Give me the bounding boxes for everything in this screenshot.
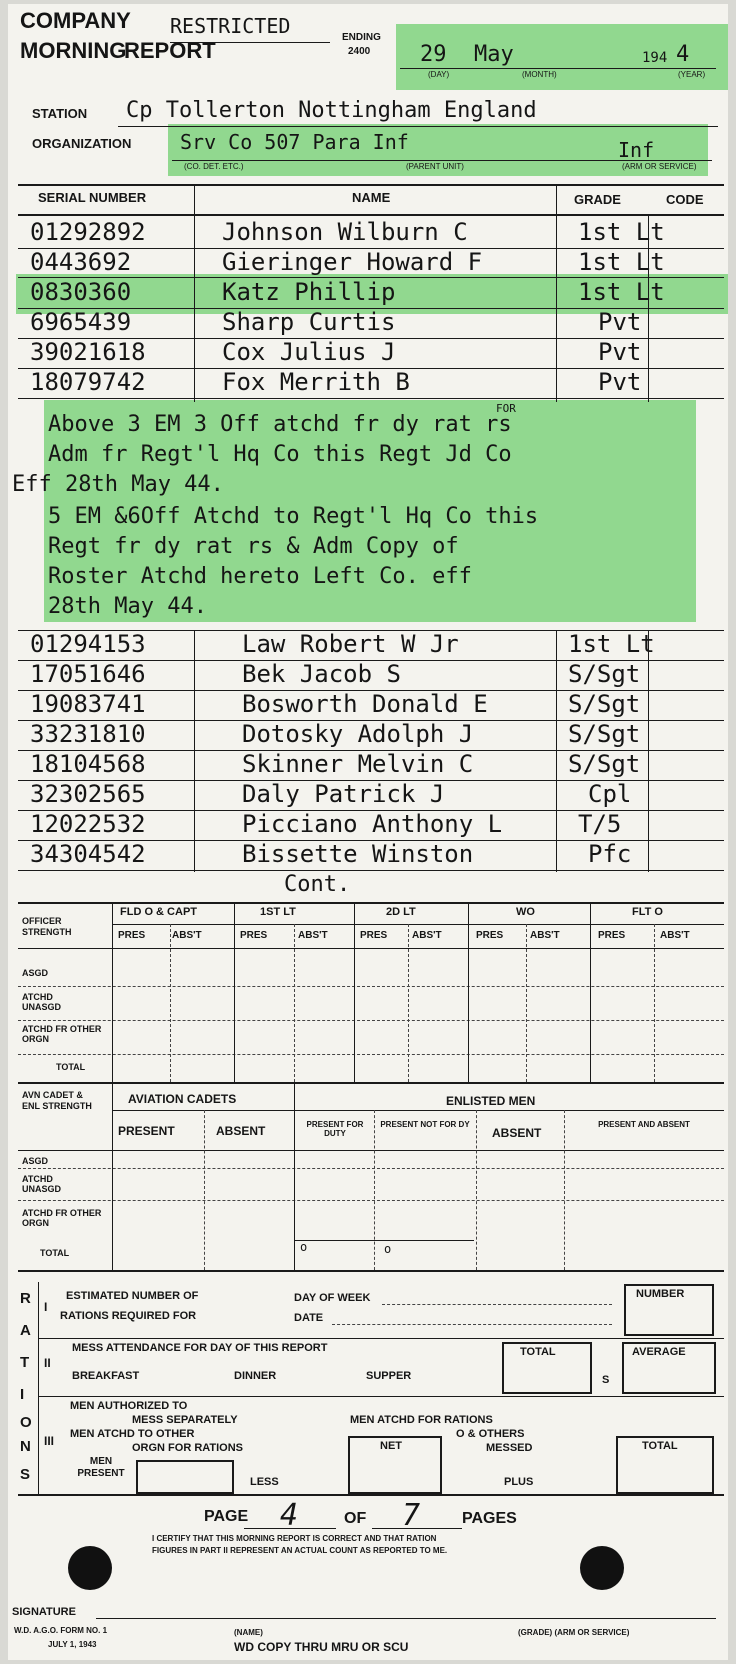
col-code: CODE <box>666 192 704 207</box>
title-company: COMPANY <box>20 8 131 33</box>
soldier-name: Bissette Winston <box>242 840 474 868</box>
soldier-name: Skinner Melvin C <box>242 750 474 778</box>
men-present-box <box>136 1460 234 1494</box>
ending-label: ENDING <box>342 32 381 43</box>
roster-row <box>22 840 722 869</box>
col-serial-number: SERIAL NUMBER <box>38 190 147 205</box>
soldier-name: Dotosky Adolph J <box>242 720 474 748</box>
remark-line: 28th May 44. <box>48 594 207 619</box>
serial-number: 33231810 <box>30 720 146 748</box>
grade: Pvt <box>598 308 642 336</box>
col-grade: GRADE <box>574 192 621 207</box>
serial-number: 0830360 <box>30 278 132 306</box>
roster-row <box>22 630 722 659</box>
grade: Pvt <box>598 338 642 366</box>
serial-number: 01294153 <box>30 630 146 658</box>
remark-line: 5 EM &6Off Atchd to Regt'l Hq Co this <box>48 504 539 529</box>
avn-cadet-strength-label: AVN CADET & ENL STRENGTH <box>22 1090 92 1111</box>
serial-number: 6965439 <box>30 308 132 336</box>
arm-value: Inf <box>618 138 655 162</box>
title-report: REPORT <box>124 38 216 63</box>
certification-line-1: I CERTIFY THAT THIS MORNING REPORT IS CORRECT AND THAT RATION <box>152 1534 437 1543</box>
pages-total: 7 <box>402 1498 421 1533</box>
serial-number: 34304542 <box>30 840 146 868</box>
report-day: 29 <box>420 42 447 67</box>
officer-strength-label: OFFICER STRENGTH <box>22 916 72 937</box>
total-mark: o <box>384 1242 392 1256</box>
punch-hole <box>68 1546 112 1590</box>
total-mark: o <box>300 1240 308 1254</box>
soldier-name: Law Robert W Jr <box>242 630 459 658</box>
grade: S/Sgt <box>568 750 641 778</box>
serial-number: 18104568 <box>30 750 146 778</box>
remark-line: Regt fr dy rat rs & Adm Copy of <box>48 534 459 559</box>
morning-report-sheet: COMPANY MORNING REPORT RESTRICTED ENDING 2400 29 May 194 4 (DAY) (MONTH) (YEAR) STATION Cp Tollerton Nottingham England ORGANIZATION Srv Co 507 Para Inf Inf (CO. DET. ETC.) (PARENT UNIT) (ARM OR SERVICE) SERIAL NUMBER NAME GRADE CODE 01292892 Johnson Wilburn C 1st Lt 0443692 Gieringer Howard F 1st Lt 0830360 Katz Phillip 1st Lt 6965439 Sharp Curtis Pvt 39021618 Cox Julius J Pvt 18079742 Fox Merrith B Pvt Above 3 EM 3 Off atchd fr dy rat rs FOR Adm fr Regt'l Hq Co this Regt Jd Co Eff 28th May 44. 5 EM &6Off Atchd to Regt'l Hq Co this Regt fr dy rat rs & Adm Copy of Roster Atchd hereto Left Co. eff 28th May 44. 01294153 Law Robert W Jr 1st Lt 17051646 Bek Jacob S S/Sgt 19083741 Bosworth Donald E S/Sgt 33231810 Dotosky Adolph J S/Sgt 18104568 Skinner Melvin C S/Sgt 32302565 Daly Patrick J Cpl 12022532 Picciano Anthony L T/5 34304542 Bissette Winston Pfc Cont. OFFICER STRENGTH FLD O & CAPT 1ST LT 2D LT WO FLT O PRES ABS'T PRES ABS'T PRES ABS'T PRES ABS'T PRES ABS'T ASGD ATCHD UNASGD ATCHD FR OTHER ORGN TOTAL AVN CADET & ENL STRENGTH AVIATION CADETS ENLISTED MEN PRESENT ABSENT PRESENT FOR DUTY PRESENT NOT FOR DY ABSENT PRESENT AND ABSENT ASGD ATCHD UNASGD ATCHD FR OTHER ORGN TOTAL o o R A T I O N S I ESTIMATED NUMBER OF RATIONS REQUIRED FOR DAY OF WEEK DATE NUMBER II MESS ATTENDANCE FOR DAY OF THIS REPORT BREAKFAST DINNER SUPPER TOTAL S AVERAGE III MEN AUTHORIZED TO MESS SEPARATELY MEN ATCHD TO OTHER ORGN FOR RATIONS MEN ATCHD FOR RATIONS O & OTHERS MESSED MEN PRESENT LESS NET PLUS TOTAL PAGE 4 OF 7 PAGES I CERTIFY THAT THIS MORNING REPORT IS CORRECT AND THAT RATION FIGURES IN PART II REPRESENT AN ACTUAL COUNT AS REPORTED TO ME. SIGNATURE W.D. A.G.O. FORM NO. 1 JULY 1, 1943 (NAME) (GRADE) (ARM OR SERVICE) WD COPY THRU MRU OR SCU <box>8 4 728 1660</box>
grade: T/5 <box>578 810 622 838</box>
grade: S/Sgt <box>568 690 641 718</box>
remark-line: Eff 28th May 44. <box>12 472 224 497</box>
report-year-prefix: 194 <box>642 50 668 66</box>
restricted-stamp: RESTRICTED <box>170 14 291 38</box>
organization-value: Srv Co 507 Para Inf <box>180 130 409 154</box>
remark-inserted-word: FOR <box>496 402 516 415</box>
roster-row <box>22 248 722 277</box>
serial-number: 19083741 <box>30 690 146 718</box>
roster-row <box>22 780 722 809</box>
serial-number: 32302565 <box>30 780 146 808</box>
roster-row <box>22 660 722 689</box>
grade: 1st Lt <box>568 630 655 658</box>
roster-row <box>22 368 722 397</box>
col-name: NAME <box>352 190 391 205</box>
organization-label: ORGANIZATION <box>32 136 132 151</box>
roster-row <box>22 338 722 367</box>
remark-line: Above 3 EM 3 Off atchd fr dy rat rs <box>48 412 512 437</box>
serial-number: 0443692 <box>30 248 132 276</box>
soldier-name: Picciano Anthony L <box>242 810 503 838</box>
grade: 1st Lt <box>578 218 665 246</box>
report-year-digit: 4 <box>676 42 690 67</box>
grade: 1st Lt <box>578 278 665 306</box>
serial-number: 39021618 <box>30 338 146 366</box>
ending-time: 2400 <box>348 46 371 57</box>
soldier-name: Gieringer Howard F <box>222 248 483 276</box>
station-value: Cp Tollerton Nottingham England <box>126 98 537 123</box>
certification-line-2: FIGURES IN PART II REPRESENT AN ACTUAL COUNT AS REPORTED TO ME. <box>152 1546 448 1555</box>
roster-row <box>22 278 722 307</box>
soldier-name: Bosworth Donald E <box>242 690 488 718</box>
roster-row <box>22 690 722 719</box>
grade: S/Sgt <box>568 720 641 748</box>
soldier-name: Johnson Wilburn C <box>222 218 468 246</box>
remark-line: Adm fr Regt'l Hq Co this Regt Jd Co <box>48 442 512 467</box>
roster-row <box>22 218 722 247</box>
grade: 1st Lt <box>578 248 665 276</box>
soldier-name: Sharp Curtis <box>222 308 396 336</box>
serial-number: 01292892 <box>30 218 146 246</box>
soldier-name: Daly Patrick J <box>242 780 445 808</box>
punch-hole <box>580 1546 624 1590</box>
signature-label: SIGNATURE <box>12 1606 76 1618</box>
grade: S/Sgt <box>568 660 641 688</box>
roster-row <box>22 308 722 337</box>
remark-line: Roster Atchd hereto Left Co. eff <box>48 564 472 589</box>
report-month: May <box>474 42 514 67</box>
soldier-name: Cox Julius J <box>222 338 396 366</box>
grade: Pvt <box>598 368 642 396</box>
station-label: STATION <box>32 106 88 121</box>
roster-row <box>22 810 722 839</box>
title-morning: MORNING <box>20 38 127 63</box>
roster-row <box>22 750 722 779</box>
roster-row <box>22 720 722 749</box>
soldier-name: Katz Phillip <box>222 278 396 306</box>
continued-note: Cont. <box>284 872 351 897</box>
soldier-name: Fox Merrith B <box>222 368 410 396</box>
page-number: 4 <box>280 1498 299 1533</box>
serial-number: 12022532 <box>30 810 146 838</box>
serial-number: 17051646 <box>30 660 146 688</box>
serial-number: 18079742 <box>30 368 146 396</box>
grade: Cpl <box>588 780 632 808</box>
soldier-name: Bek Jacob S <box>242 660 401 688</box>
grade: Pfc <box>588 840 632 868</box>
wd-copy-note: WD COPY THRU MRU OR SCU <box>234 1640 409 1654</box>
